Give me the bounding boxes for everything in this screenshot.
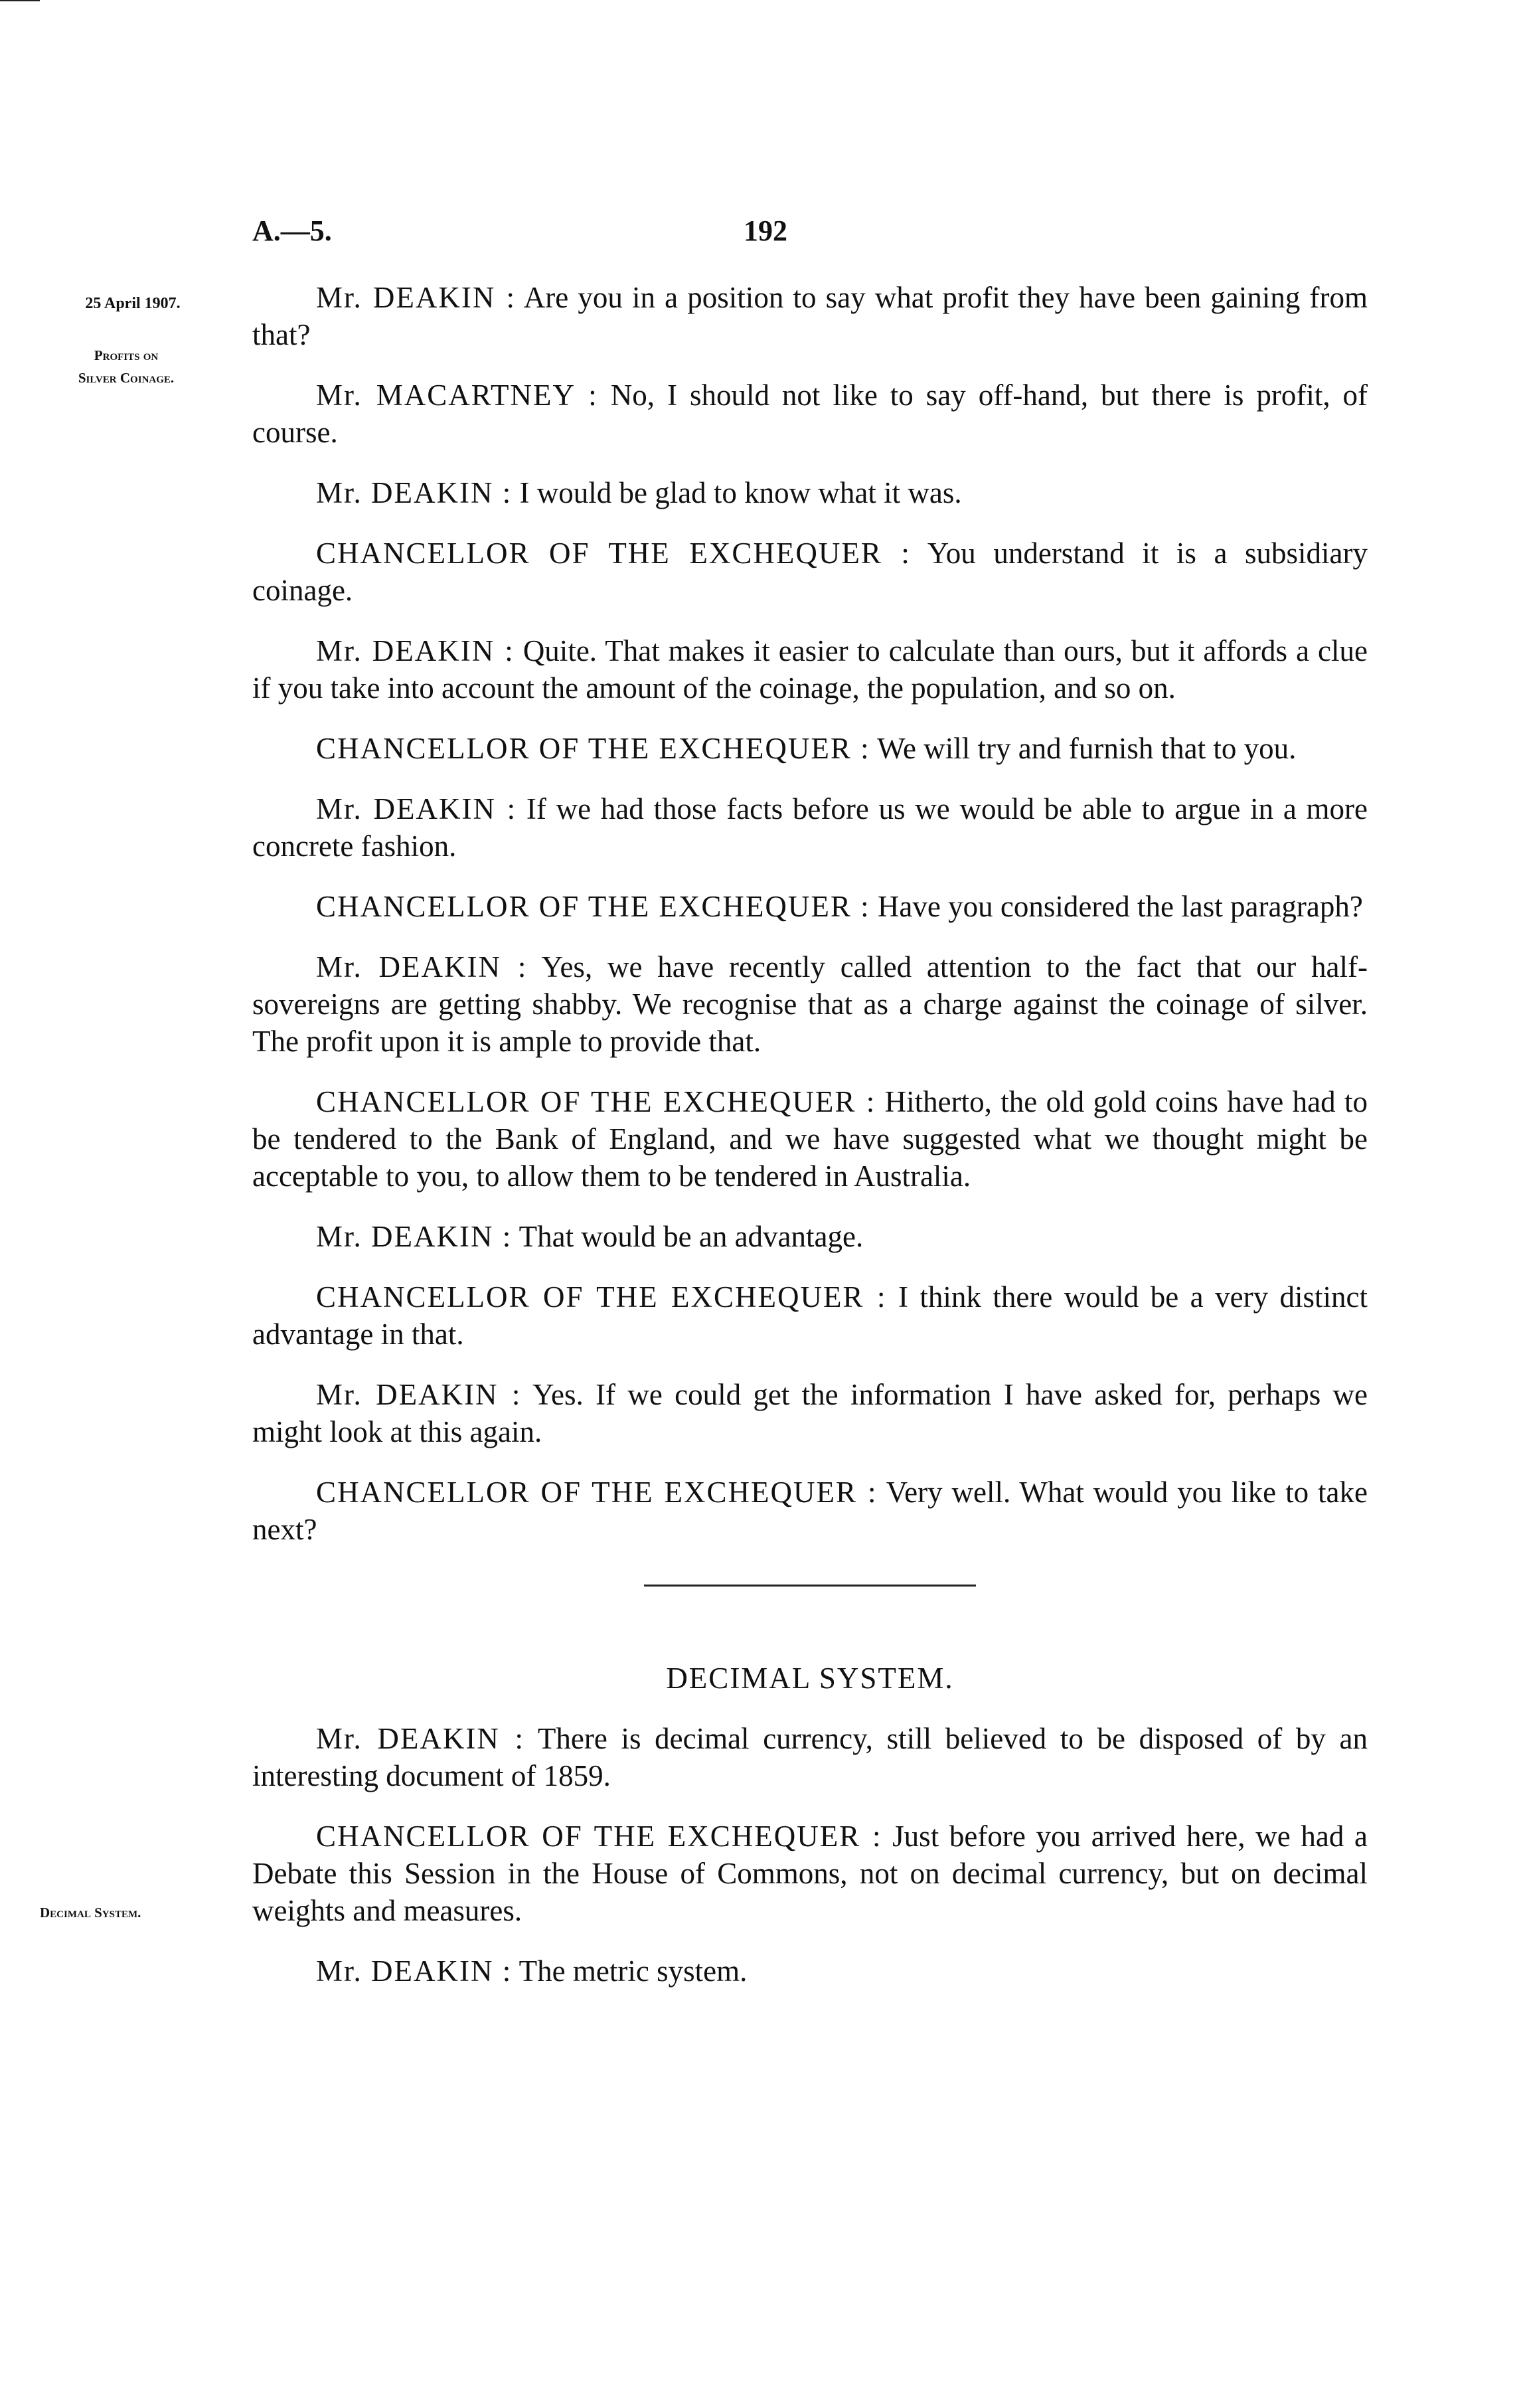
dialogue-paragraph [252, 535, 1368, 609]
dialogue-paragraph [252, 1952, 1368, 1990]
speech-text: Very well. What would you like to take next? [252, 1476, 1368, 1546]
speaker-name: Mr. DEAKIN : [316, 950, 528, 984]
dialogue-paragraph [252, 790, 1368, 865]
dialogue-paragraph [252, 948, 1368, 1060]
speaker-name: CHANCELLOR OF THE EXCHEQUER : [316, 1476, 878, 1509]
section-divider [644, 1585, 976, 1587]
speaker-name: Mr. DEAKIN : [316, 281, 517, 314]
dialogue-paragraph [252, 474, 1368, 511]
speech-text: The metric system. [519, 1954, 748, 1988]
margin-note-profits-line2: Silver Coinage. [78, 370, 175, 386]
speech-text: That would be an advantage. [519, 1220, 864, 1253]
page-number: 192 [744, 215, 787, 247]
speaker-name: Mr. DEAKIN : [316, 792, 517, 825]
section-title: DECIMAL SYSTEM. [666, 1662, 954, 1695]
speech-text: No, I should not like to say off-hand, but there is profit, of course. [252, 379, 1368, 449]
speech-text: Yes, we have recently called attention to the fact that our half-sovereigns are getting shabby. We recognise that as a charge against the coinage of silver. The profit upon it is ample to provide that. [252, 950, 1368, 1058]
margin-date: 25 April 1907. [85, 295, 181, 312]
speech-text: Have you considered the last paragraph? [877, 890, 1363, 923]
margin-note-decimal: Decimal System. [40, 1905, 141, 1921]
dialogue-top [252, 279, 1368, 1548]
speech-text: Are you in a position to say what profit they have been gaining from that? [252, 281, 1368, 351]
speech-text: You understand it is a subsidiary coinage. [252, 537, 1368, 607]
document-reference: A.—5. [252, 215, 332, 247]
speech-text: Just before you arrived here, we had a Debate this Session in the House of Commons, not on decimal currency, but on decimal weights and measures. [252, 1820, 1368, 1927]
dialogue-paragraph [252, 377, 1368, 451]
speech-text: I would be glad to know what it was. [519, 476, 962, 509]
margin-divider [0, 0, 40, 1]
dialogue-paragraph [252, 1218, 1368, 1255]
dialogue-paragraph [252, 1720, 1368, 1794]
margin-note-profits-line1: Profits on [94, 347, 159, 363]
dialogue-paragraph [252, 1818, 1368, 1929]
dialogue-paragraph [252, 632, 1368, 707]
speaker-name: CHANCELLOR OF THE EXCHEQUER : [316, 537, 911, 570]
speaker-name: Mr. DEAKIN : [316, 1220, 513, 1253]
dialogue-paragraph [252, 1376, 1368, 1450]
dialogue-paragraph [252, 1278, 1368, 1353]
dialogue-paragraph [252, 1083, 1368, 1195]
speech-text: Quite. That makes it easier to calculate than ours, but it affords a clue if you take into account the amount of the coinage, the population, and so on. [252, 634, 1368, 705]
speaker-name: CHANCELLOR OF THE EXCHEQUER : [316, 890, 870, 923]
dialogue-paragraph [252, 1474, 1368, 1548]
speaker-name: CHANCELLOR OF THE EXCHEQUER : [316, 1280, 887, 1314]
speech-text: There is decimal currency, still believed to be disposed of by an interesting document of 1859. [252, 1722, 1368, 1792]
speech-text: If we had those facts before us we would be able to argue in a more concrete fashion. [252, 792, 1368, 863]
speaker-name: Mr. DEAKIN : [316, 1954, 513, 1988]
speaker-name: Mr. DEAKIN : [316, 1722, 525, 1755]
speaker-name: Mr. DEAKIN : [316, 476, 513, 509]
speaker-name: CHANCELLOR OF THE EXCHEQUER : [316, 1820, 882, 1853]
speaker-name: Mr. DEAKIN : [316, 1378, 522, 1411]
dialogue-bottom [252, 1720, 1368, 1990]
main-text [252, 279, 1368, 2013]
speech-text: We will try and furnish that to you. [877, 732, 1297, 765]
speech-text: Hitherto, the old gold coins have had to be tendered to the Bank of England, and we have suggested what we thought might be acceptable to you, to allow them to be tendered in Australia. [252, 1085, 1368, 1193]
speaker-name: CHANCELLOR OF THE EXCHEQUER : [316, 732, 870, 765]
speaker-name: Mr. MACARTNEY : [316, 379, 598, 412]
margin-note-profits [27, 344, 226, 389]
dialogue-paragraph [252, 279, 1368, 353]
speaker-name: CHANCELLOR OF THE EXCHEQUER : [316, 1085, 876, 1118]
speech-text: I think there would be a very distinct advantage in that. [252, 1280, 1368, 1351]
dialogue-paragraph [252, 888, 1368, 925]
speech-text: Yes. If we could get the information I have asked for, perhaps we might look at this again. [252, 1378, 1368, 1448]
dialogue-paragraph [252, 730, 1368, 767]
speaker-name: Mr. DEAKIN : [316, 634, 515, 667]
